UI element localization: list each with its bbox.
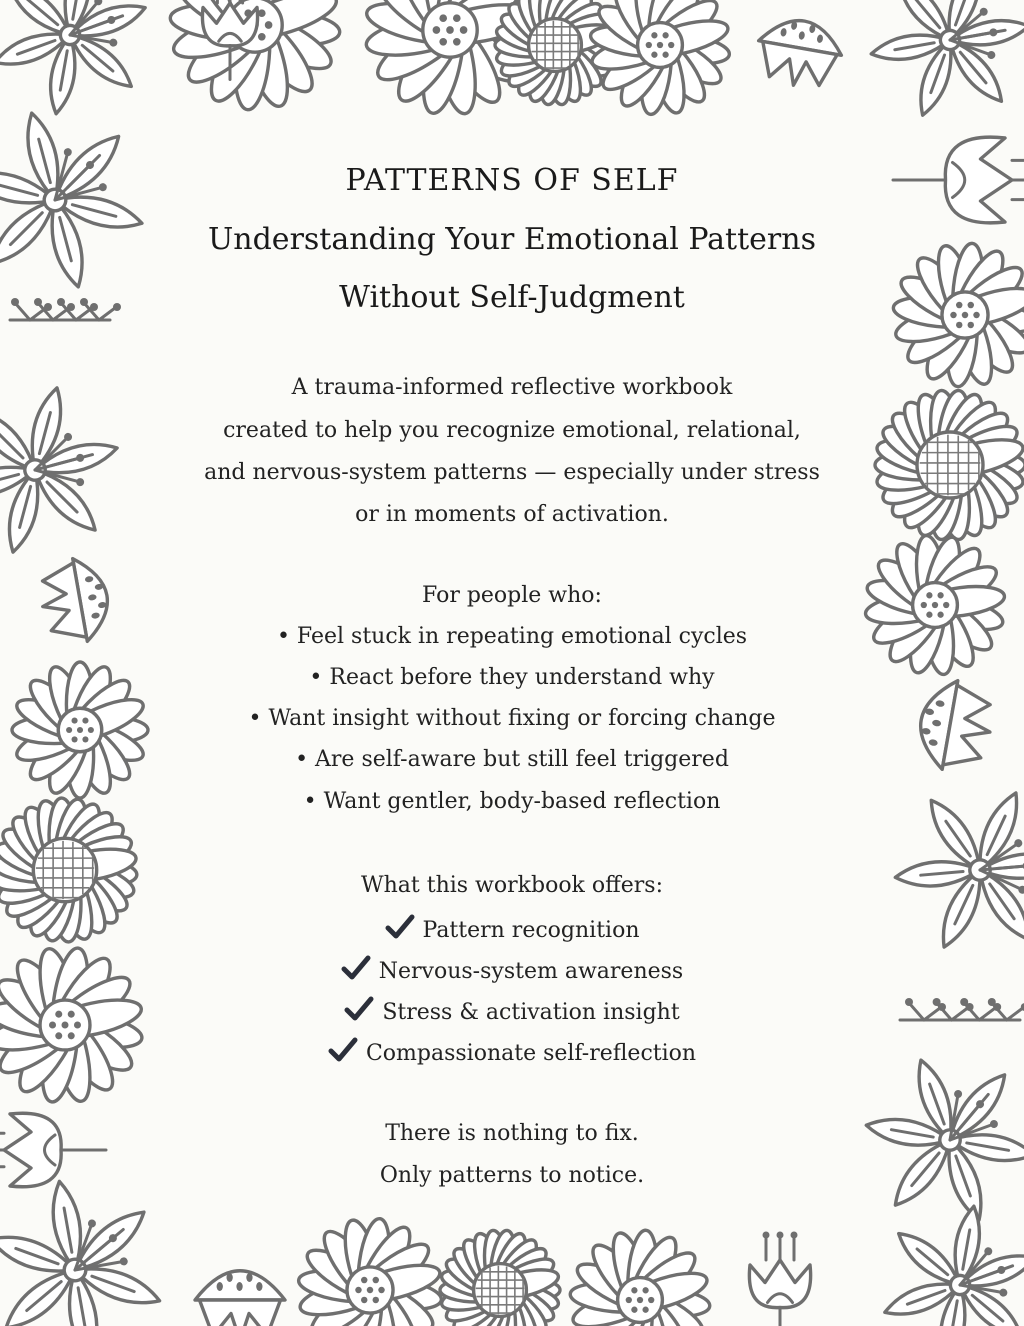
closing-line-1: There is nothing to fix. xyxy=(385,1121,639,1146)
audience-item: • Want gentler, body-based reflection xyxy=(303,789,721,814)
offer-item xyxy=(0,996,1024,1025)
audience-item: • Want insight without fixing or forcing change xyxy=(248,706,776,731)
offer-item-label: Stress & activation insight xyxy=(382,1000,680,1025)
offers-heading: What this workbook offers: xyxy=(361,873,663,898)
subtitle-line-2: Without Self-Judgment xyxy=(339,280,685,315)
subtitle-line-1: Understanding Your Emotional Patterns xyxy=(208,222,816,257)
offer-item-label: Pattern recognition xyxy=(422,918,640,943)
audience-heading: For people who: xyxy=(422,583,602,608)
check-icon xyxy=(341,955,371,981)
check-icon xyxy=(344,996,374,1022)
check-icon xyxy=(385,914,415,940)
check-icon xyxy=(328,1037,358,1063)
intro-line-1: A trauma-informed reflective workbook xyxy=(291,375,733,400)
page-title: PATTERNS OF SELF xyxy=(345,163,679,198)
audience-item: • Are self-aware but still feel triggered xyxy=(295,747,729,772)
audience-item: • Feel stuck in repeating emotional cycles xyxy=(276,624,748,649)
offer-item xyxy=(0,1037,1024,1066)
offer-item-label: Compassionate self-reflection xyxy=(365,1041,697,1066)
intro-line-4: or in moments of activation. xyxy=(355,502,669,527)
offer-item-label: Nervous-system awareness xyxy=(378,959,684,984)
offer-item xyxy=(0,955,1024,984)
closing-line-2: Only patterns to notice. xyxy=(379,1163,645,1188)
intro-line-2: created to help you recognize emotional, relational, xyxy=(223,418,801,443)
offer-item xyxy=(0,914,1024,943)
intro-line-3: and nervous-system patterns — especially under stress xyxy=(204,460,820,485)
audience-item: • React before they understand why xyxy=(309,665,715,690)
